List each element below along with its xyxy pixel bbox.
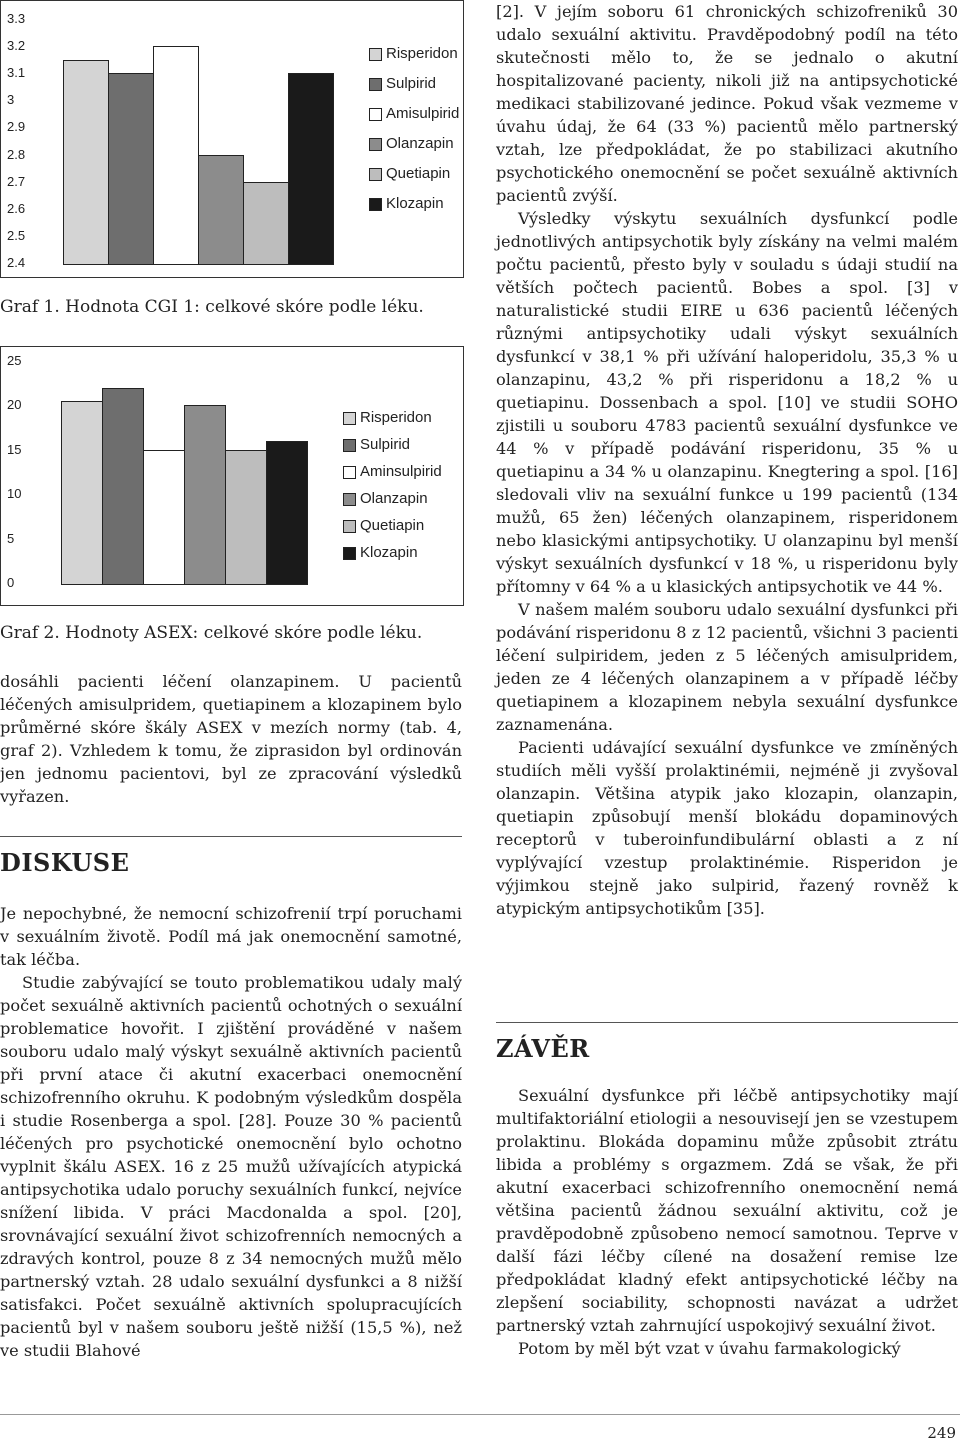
y-tick-label: 20 <box>7 397 22 413</box>
legend-label: Amisulpirid <box>386 105 460 122</box>
left-column-discussion <box>0 902 462 1362</box>
legend-label: Sulpirid <box>386 75 437 92</box>
legend-swatch <box>369 78 382 91</box>
y-tick-label: 2.4 <box>7 255 26 270</box>
chart-cgi <box>0 0 464 278</box>
legend-swatch <box>343 520 356 533</box>
legend-label: Klozapin <box>386 195 444 212</box>
y-tick-label: 2.8 <box>7 146 26 162</box>
y-tick-label: 3 <box>7 92 15 108</box>
y-tick-label: 2.9 <box>7 119 26 135</box>
legend-swatch <box>369 168 382 181</box>
y-tick-label: 3.1 <box>7 65 26 81</box>
legend-label: Risperidon <box>360 409 432 426</box>
chart-asex <box>0 346 464 606</box>
heading-diskuse: DISKUSE <box>0 848 130 877</box>
legend-label: Aminsulpirid <box>360 463 442 480</box>
legend-label: Risperidon <box>386 45 458 62</box>
y-tick-label: 3.3 <box>7 11 26 26</box>
legend-swatch <box>369 198 382 211</box>
bar-aminsulpirid <box>143 450 185 585</box>
y-tick-label: 2.6 <box>7 200 26 216</box>
legend-swatch <box>343 466 356 479</box>
section-divider <box>496 1022 958 1023</box>
footer-rule <box>0 1414 960 1415</box>
bar-olanzapin <box>184 405 226 585</box>
bar-quetiapin <box>243 182 289 265</box>
paragraph: Výsledky výskytu sexuálních dysfunkcí podle jednotlivých antipsychotik byly získány na velmi malém počtu pacientů, přesto byly v souladu s údaji studií na větších počtech pacientů. Bobes a spol. [3] v naturalistické studii EIRE u 636 pacientů léčených různými antipsychotiky udali výskyt sexuálních dysfunkcí v 38,1 % při užívání haloperidolu, 35,3 % u olanzapinu, 43,2 % při risperidonu a 18,2 % u quetiapinu. Dossenbach a spol. [10] ve studii SOHO zjistili u souboru 4783 pacientů sexuální dysfunkce ve 44 % v případě podávání risperidonu, 35 % u quetiapinu a 34 % u olanzapinu. Knegtering a spol. [16] sledovali vliv na sexuální funkce u 199 pacientů (134 mužů, 65 žen) léčených olanzapinem, risperidonem nebo klasickými antipsychotiky. U olanzapinu byl menší výskyt sexuálních dysfunkcí v 18 %, u risperidonu byly přítomny v 64 % a u klasických antipsychotik ve 44 %. <box>496 209 958 596</box>
legend-swatch <box>369 108 382 121</box>
left-column-top <box>0 670 462 808</box>
bar-sulpirid <box>108 73 154 265</box>
legend-label: Quetiapin <box>386 165 451 182</box>
bar-klozapin <box>288 73 334 265</box>
paragraph: Studie zabývající se touto problematikou udaly malý počet sexuálně aktivních pacientů ochotných o sexuální problematice hovořit. I zjištění prováděné v našem souboru udalo malý výskyt sexuálně aktivních pacientů při první atace či akutní exacerbaci onemocnění schizofrenního okruhu. K podobným výsledkům dospěla i studie Rosenberga a spol. [28]. Pouze 30 % pacientů léčených pro psychotické onemocnění bylo ochotno vyplnit škálu ASEX. 16 z 25 mužů užívajících atypická antipsychotika udalo poruchy sexuálních funkcí, nejvíce snížení libida. V práci Macdonalda a spol. [20], srovnávající sexuální život schizofrenních nemocných a zdravých kontrol, pouze 8 z 34 nemocných mužů mělo partnerský vztah. 28 udalo sexuální dysfunkci a 8 nižší satisfakci. Počet sexuálně aktivních spolupracujících pacientů byl v našem souboru ještě nižší (15,5 %), než ve studii Blahové <box>0 973 462 1360</box>
paragraph: Pacienti udávající sexuální dysfunkce ve zmíněných studiích měli vyšší prolaktinémii, nejméně ji zvyšoval olanzapin. Většina atypik jako klozapin, olanzapin, quetiapin způsobují menší blokádu dopaminových receptorů v tuberoinfundibulární oblasti a z ní vyplývající vzestup prolaktinémie. Risperidon je výjimkou stejně jako sulpirid, řazený rovněž k atypickým antipsychotikům [35]. <box>496 738 958 918</box>
legend-swatch <box>369 138 382 151</box>
y-tick-label: 3.2 <box>7 38 26 54</box>
legend-swatch <box>343 493 356 506</box>
legend-label: Klozapin <box>360 544 418 561</box>
chart-asex-caption: Graf 2. Hodnoty ASEX: celkové skóre podle léku. <box>0 623 423 643</box>
paragraph: Je nepochybné, že nemocní schizofrenií trpí poruchami v sexuálním životě. Podíl má jak onemocnění samotné, tak léčba. <box>0 904 462 969</box>
legend-swatch <box>343 439 356 452</box>
bar-klozapin <box>266 441 308 585</box>
bar-sulpirid <box>102 388 144 585</box>
page-number: 249 <box>927 1424 956 1442</box>
y-tick-label: 2.7 <box>7 173 26 189</box>
paragraph: Potom by měl být vzat v úvahu farmakologický <box>518 1339 901 1358</box>
bar-quetiapin <box>225 450 267 585</box>
legend-swatch <box>369 48 382 61</box>
legend-label: Olanzapin <box>360 490 428 507</box>
y-tick-label: 10 <box>7 486 22 502</box>
paragraph: [2]. V jejím soboru 61 chronických schizofreniků 30 udalo sexuální aktivitu. Pravděpodobný podíl na této skutečnosti mělo to, že se jednalo o akutní hospitalizované pacienty, nikoli již na antipsychotické medikaci stabilizované jedince. Pokud však vezmeme v úvahu údaj, že 64 (33 %) pacientů mělo partnerský vztah, lze předpokládat, že po stabilizaci akutního psychotického onemocnění se počet sexuálně aktivních pacientů zvýší. <box>496 2 958 205</box>
paragraph: V našem malém souboru udalo sexuální dysfunkci při podávání risperidonu 8 z 12 pacientů, všichni 3 pacienti léčení sulpiridem, jeden z 5 léčených amisulpridem, jeden ze 4 léčených olanzapinem a v případě léčby quetiapinem a klozapinem nebyla sexuální dysfunkce zaznamenána. <box>496 600 958 734</box>
right-column-conclusion <box>496 1084 958 1360</box>
y-tick-label: 25 <box>7 353 22 368</box>
section-divider <box>0 836 462 837</box>
heading-zaver: ZÁVĚR <box>496 1034 590 1063</box>
paragraph: dosáhli pacienti léčení olanzapinem. U pacientů léčených amisulpridem, quetiapinem a klozapinem bylo průměrné skóre škály ASEX v mezích normy (tab. 4, graf 2). Vzhledem k tomu, že ziprasidon byl ordinován jen jednomu pacientovi, byl ze zpracování výsledků vyřazen. <box>0 672 462 806</box>
legend-swatch <box>343 412 356 425</box>
y-tick-label: 5 <box>7 530 15 546</box>
y-tick-label: 2.5 <box>7 227 26 243</box>
legend-label: Sulpirid <box>360 436 411 453</box>
paragraph: Sexuální dysfunkce při léčbě antipsychotiky mají multifaktoriální etiologii a nesouvisejí jen se vzestupem prolaktinu. Blokáda dopaminu může způsobit ztrátu libida a problémy s orgazmem. Zdá se však, že při akutní exacerbaci schizofrenního onemocnění nemá většina pacientů žádnou sexuální aktivitu, což je pravděpodobně způsobeno nemocí samotnou. Teprve v další fázi léčby cílené na dosažení remise lze předpokládat kladný efekt antipsychotické léčby na zlepšení sociability, schopnosti navázat a udržet partnerský vztah zahrnující uspokojivý sexuální život. <box>496 1086 958 1335</box>
bar-olanzapin <box>198 155 244 265</box>
legend-label: Quetiapin <box>360 517 425 534</box>
bar-risperidon <box>61 401 103 585</box>
chart-cgi-caption: Graf 1. Hodnota CGI 1: celkové skóre podle léku. <box>0 297 424 317</box>
y-tick-label: 0 <box>7 575 15 590</box>
y-tick-label: 15 <box>7 441 22 457</box>
bar-amisulpirid <box>153 46 199 265</box>
legend-label: Olanzapin <box>386 135 454 152</box>
right-column <box>496 0 958 920</box>
bar-risperidon <box>63 60 109 265</box>
legend-swatch <box>343 547 356 560</box>
